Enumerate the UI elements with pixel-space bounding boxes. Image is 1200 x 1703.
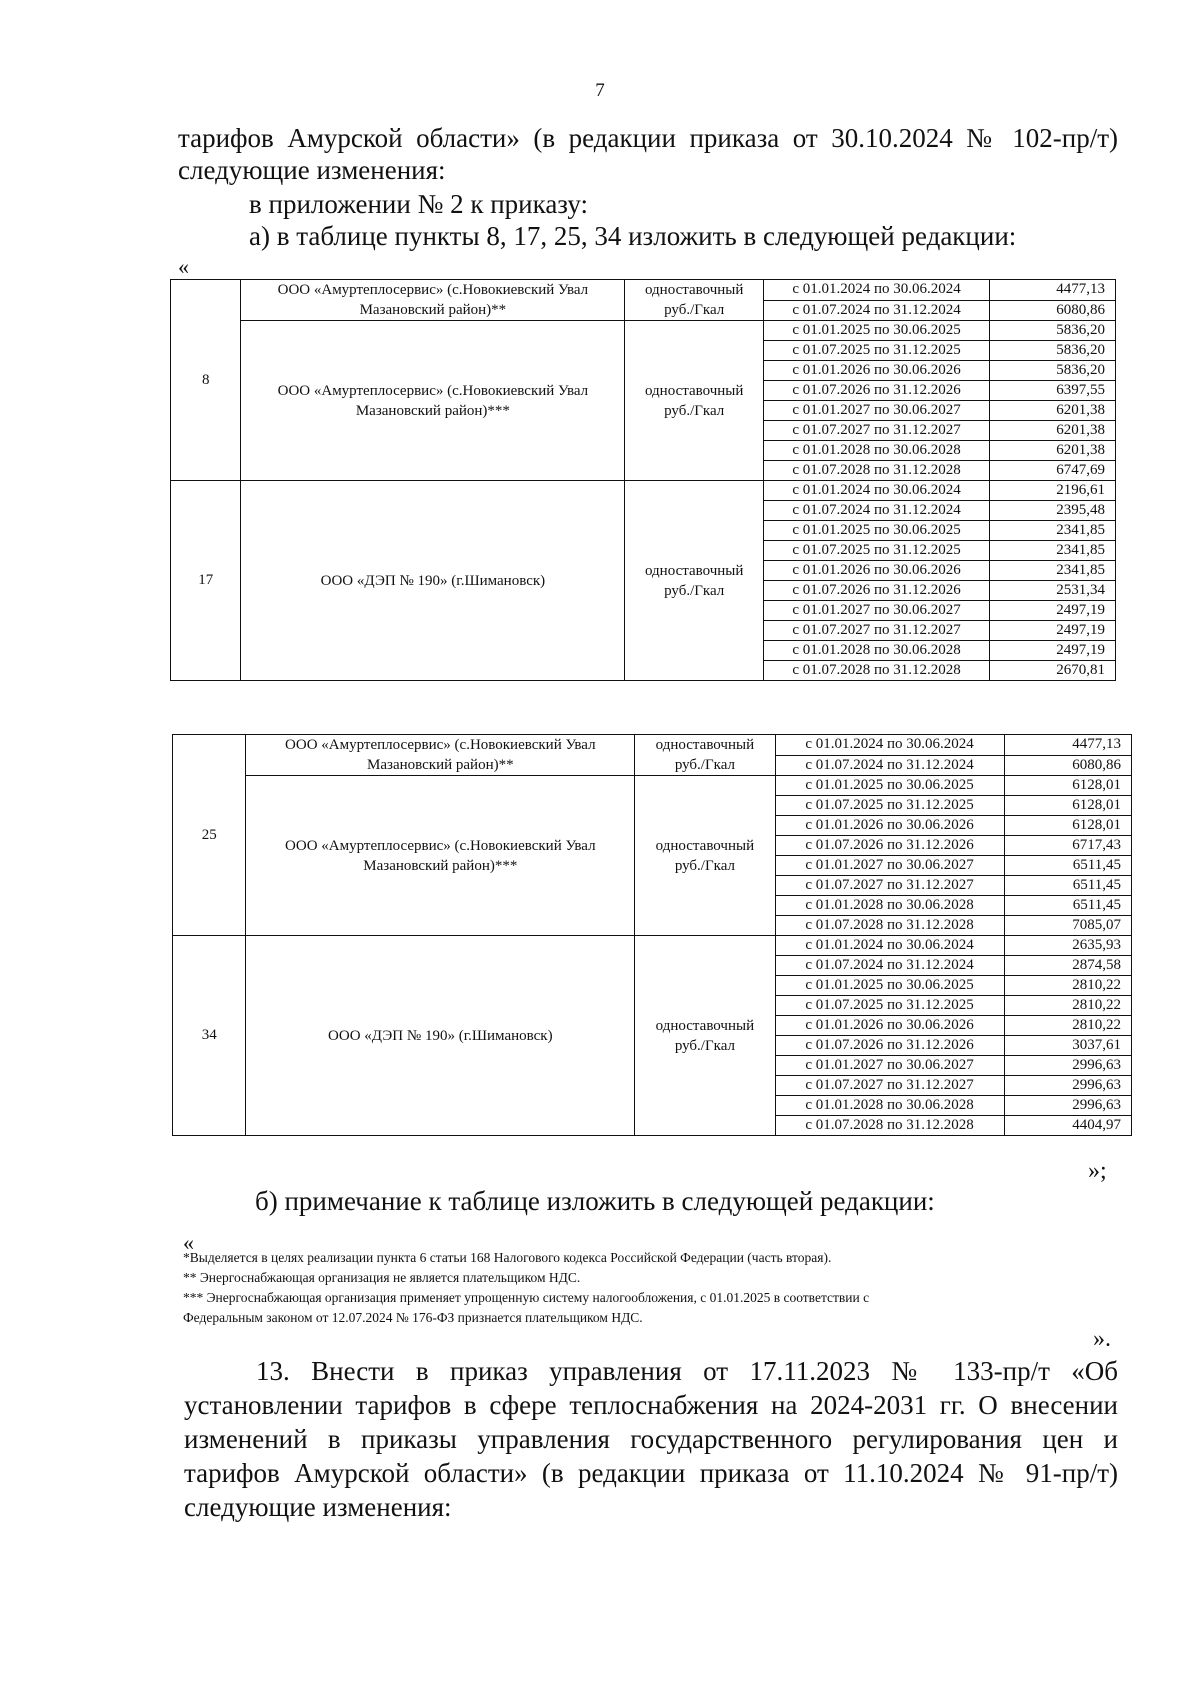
item-number: 25 [173,735,246,936]
tariff-unit: одноставочный руб./Гкал [625,481,764,681]
tariff-value: 2497,19 [990,621,1116,641]
tariff-value: 2874,58 [1004,956,1131,976]
table-row [173,776,1132,796]
item-number: 8 [171,280,241,481]
intro-line-4: а) в таблице пункты 8, 17, 25, 34 изложить в следующей редакции: [249,221,1017,251]
tariff-period: с 01.01.2027 по 30.06.2027 [764,601,990,621]
tariff-unit: одноставочный руб./Гкал [625,280,764,321]
tariff-period: с 01.01.2028 по 30.06.2028 [764,441,990,461]
tariff-unit: одноставочный руб./Гкал [635,936,775,1136]
tariff-value: 2670,81 [990,661,1116,681]
tariff-period: с 01.07.2027 по 31.12.2027 [764,621,990,641]
tariff-period: с 01.01.2025 по 30.06.2025 [764,521,990,541]
table-row [171,481,1116,501]
tariff-period: с 01.01.2025 по 30.06.2025 [775,776,1004,796]
tariff-value: 2341,85 [990,561,1116,581]
tariff-table-2-body [173,735,1132,1136]
tariff-value: 2341,85 [990,521,1116,541]
intro-line-2: следующие изменения: [178,155,446,185]
tariff-value: 2395,48 [990,501,1116,521]
note-2: ** Энергоснабжающая организация не является плательщиком НДС. [183,1270,581,1285]
paragraph-13-line: изменений в приказы управления государственного регулирования цен и [184,1424,1118,1454]
tariff-value: 2497,19 [990,601,1116,621]
tariff-value: 4477,13 [990,280,1116,301]
tariff-period: с 01.01.2027 по 30.06.2027 [775,1056,1004,1076]
intro-line-1: тарифов Амурской области» (в редакции приказа от 30.10.2024 № 102-пр/т) [178,123,1118,153]
quote-open-notes: « [183,1230,194,1255]
tariff-value: 2996,63 [1004,1056,1131,1076]
tariff-period: с 01.01.2026 по 30.06.2026 [775,1016,1004,1036]
tariff-period: с 01.01.2028 по 30.06.2028 [764,641,990,661]
tariff-value: 2810,22 [1004,976,1131,996]
tariff-period: с 01.01.2024 по 30.06.2024 [764,481,990,501]
quote-close-notes: ». [1093,1326,1111,1352]
tariff-period: с 01.07.2027 по 31.12.2027 [775,1076,1004,1096]
tariff-value: 3037,61 [1004,1036,1131,1056]
tariff-value: 2497,19 [990,641,1116,661]
tariff-period: с 01.01.2028 по 30.06.2028 [775,1096,1004,1116]
tariff-table-1-body [171,280,1116,681]
note-3-continued: Федеральным законом от 12.07.2024 № 176-ФЗ признается плательщиком НДС. [183,1310,643,1325]
organization-name: ООО «Амуртеплосервис» (с.Новокиевский Увал Мазановский район)*** [246,776,635,936]
tariff-value: 6128,01 [1004,816,1131,836]
tariff-value: 6128,01 [1004,796,1131,816]
tariff-period: с 01.07.2024 по 31.12.2024 [775,755,1004,776]
tariff-value: 7085,07 [1004,916,1131,936]
table-row [173,936,1132,956]
tariff-value: 5836,20 [990,341,1116,361]
tariff-value: 2635,93 [1004,936,1131,956]
tariff-period: с 01.01.2024 по 30.06.2024 [775,735,1004,756]
item-number: 17 [171,481,241,681]
quote-close-table: »; [1088,1158,1107,1184]
tariff-unit: одноставочный руб./Гкал [625,321,764,481]
tariff-period: с 01.01.2028 по 30.06.2028 [775,896,1004,916]
note-3: *** Энергоснабжающая организация применяет упрощенную систему налогообложения, с 01.01.2025 в соответствии с [183,1290,870,1305]
note-1: *Выделяется в целях реализации пункта 6 статьи 168 Налогового кодекса Российской Федерации (часть вторая). [183,1250,832,1265]
tariff-period: с 01.07.2026 по 31.12.2026 [775,836,1004,856]
tariff-period: с 01.07.2026 по 31.12.2026 [775,1036,1004,1056]
tariff-period: с 01.07.2026 по 31.12.2026 [764,381,990,401]
tariff-value: 2341,85 [990,541,1116,561]
tariff-value: 2531,34 [990,581,1116,601]
tariff-value: 6511,45 [1004,876,1131,896]
table-row [171,280,1116,301]
tariff-table-2 [172,734,1132,1136]
tariff-table-1 [170,279,1116,681]
tariff-value: 5836,20 [990,361,1116,381]
tariff-period: с 01.07.2026 по 31.12.2026 [764,581,990,601]
tariff-period: с 01.01.2024 по 30.06.2024 [764,280,990,301]
tariff-period: с 01.07.2025 по 31.12.2025 [775,996,1004,1016]
tariff-period: с 01.07.2024 по 31.12.2024 [764,501,990,521]
organization-name: ООО «Амуртеплосервис» (с.Новокиевский Увал Мазановский район)*** [241,321,625,481]
tariff-period: с 01.07.2027 по 31.12.2027 [764,421,990,441]
tariff-period: с 01.01.2024 по 30.06.2024 [775,936,1004,956]
tariff-value: 2196,61 [990,481,1116,501]
tariff-value: 6511,45 [1004,896,1131,916]
tariff-unit: одноставочный руб./Гкал [635,735,775,776]
tariff-value: 6080,86 [1004,755,1131,776]
tariff-period: с 01.01.2026 по 30.06.2026 [775,816,1004,836]
tariff-value: 2810,22 [1004,996,1131,1016]
organization-name: ООО «Амуртеплосервис» (с.Новокиевский Увал Мазановский район)** [246,735,635,776]
tariff-value: 6201,38 [990,441,1116,461]
tariff-value: 6201,38 [990,421,1116,441]
page-number: 7 [595,80,605,101]
paragraph-13-line: тарифов Амурской области» (в редакции приказа от 11.10.2024 № 91-пр/т) [184,1458,1118,1488]
tariff-period: с 01.07.2025 по 31.12.2025 [775,796,1004,816]
table-row [173,735,1132,756]
tariff-value: 2996,63 [1004,1096,1131,1116]
tariff-value: 6511,45 [1004,856,1131,876]
tariff-period: с 01.01.2026 по 30.06.2026 [764,561,990,581]
item-number: 34 [173,936,246,1136]
tariff-period: с 01.01.2025 по 30.06.2025 [764,321,990,341]
paragraph-13 [184,1354,1118,1524]
organization-name: ООО «Амуртеплосервис» (с.Новокиевский Увал Мазановский район)** [241,280,625,321]
tariff-value: 6128,01 [1004,776,1131,796]
tariff-value: 6080,86 [990,300,1116,321]
tariff-period: с 01.07.2024 по 31.12.2024 [775,956,1004,976]
tariff-value: 6717,43 [1004,836,1131,856]
section-b-heading: б) примечание к таблице изложить в следующей редакции: [255,1186,935,1216]
tariff-period: с 01.07.2028 по 31.12.2028 [775,1116,1004,1136]
tariff-value: 2996,63 [1004,1076,1131,1096]
tariff-period: с 01.07.2027 по 31.12.2027 [775,876,1004,896]
intro-line-3: в приложении № 2 к приказу: [249,189,589,219]
paragraph-13-line: 13. Внести в приказ управления от 17.11.2023 № 133-пр/т «Об [256,1356,1118,1386]
tariff-value: 6201,38 [990,401,1116,421]
tariff-period: с 01.07.2025 по 31.12.2025 [764,541,990,561]
organization-name: ООО «ДЭП № 190» (г.Шимановск) [246,936,635,1136]
tariff-period: с 01.01.2026 по 30.06.2026 [764,361,990,381]
tariff-value: 6397,55 [990,381,1116,401]
tariff-value: 2810,22 [1004,1016,1131,1036]
organization-name: ООО «ДЭП № 190» (г.Шимановск) [241,481,625,681]
tariff-value: 5836,20 [990,321,1116,341]
tariff-period: с 01.07.2024 по 31.12.2024 [764,300,990,321]
tariff-period: с 01.01.2027 по 30.06.2027 [775,856,1004,876]
tariff-period: с 01.07.2028 по 31.12.2028 [764,461,990,481]
paragraph-13-line: следующие изменения: [184,1492,452,1522]
paragraph-13-line: установлении тарифов в сфере теплоснабжения на 2024-2031 гг. О внесении [184,1390,1118,1420]
tariff-value: 4404,97 [1004,1116,1131,1136]
tariff-period: с 01.01.2025 по 30.06.2025 [775,976,1004,996]
table-row [171,321,1116,341]
tariff-period: с 01.01.2027 по 30.06.2027 [764,401,990,421]
tariff-value: 4477,13 [1004,735,1131,756]
quote-open-table: « [178,254,189,279]
tariff-period: с 01.07.2028 по 31.12.2028 [764,661,990,681]
tariff-value: 6747,69 [990,461,1116,481]
tariff-unit: одноставочный руб./Гкал [635,776,775,936]
tariff-period: с 01.07.2028 по 31.12.2028 [775,916,1004,936]
tariff-period: с 01.07.2025 по 31.12.2025 [764,341,990,361]
